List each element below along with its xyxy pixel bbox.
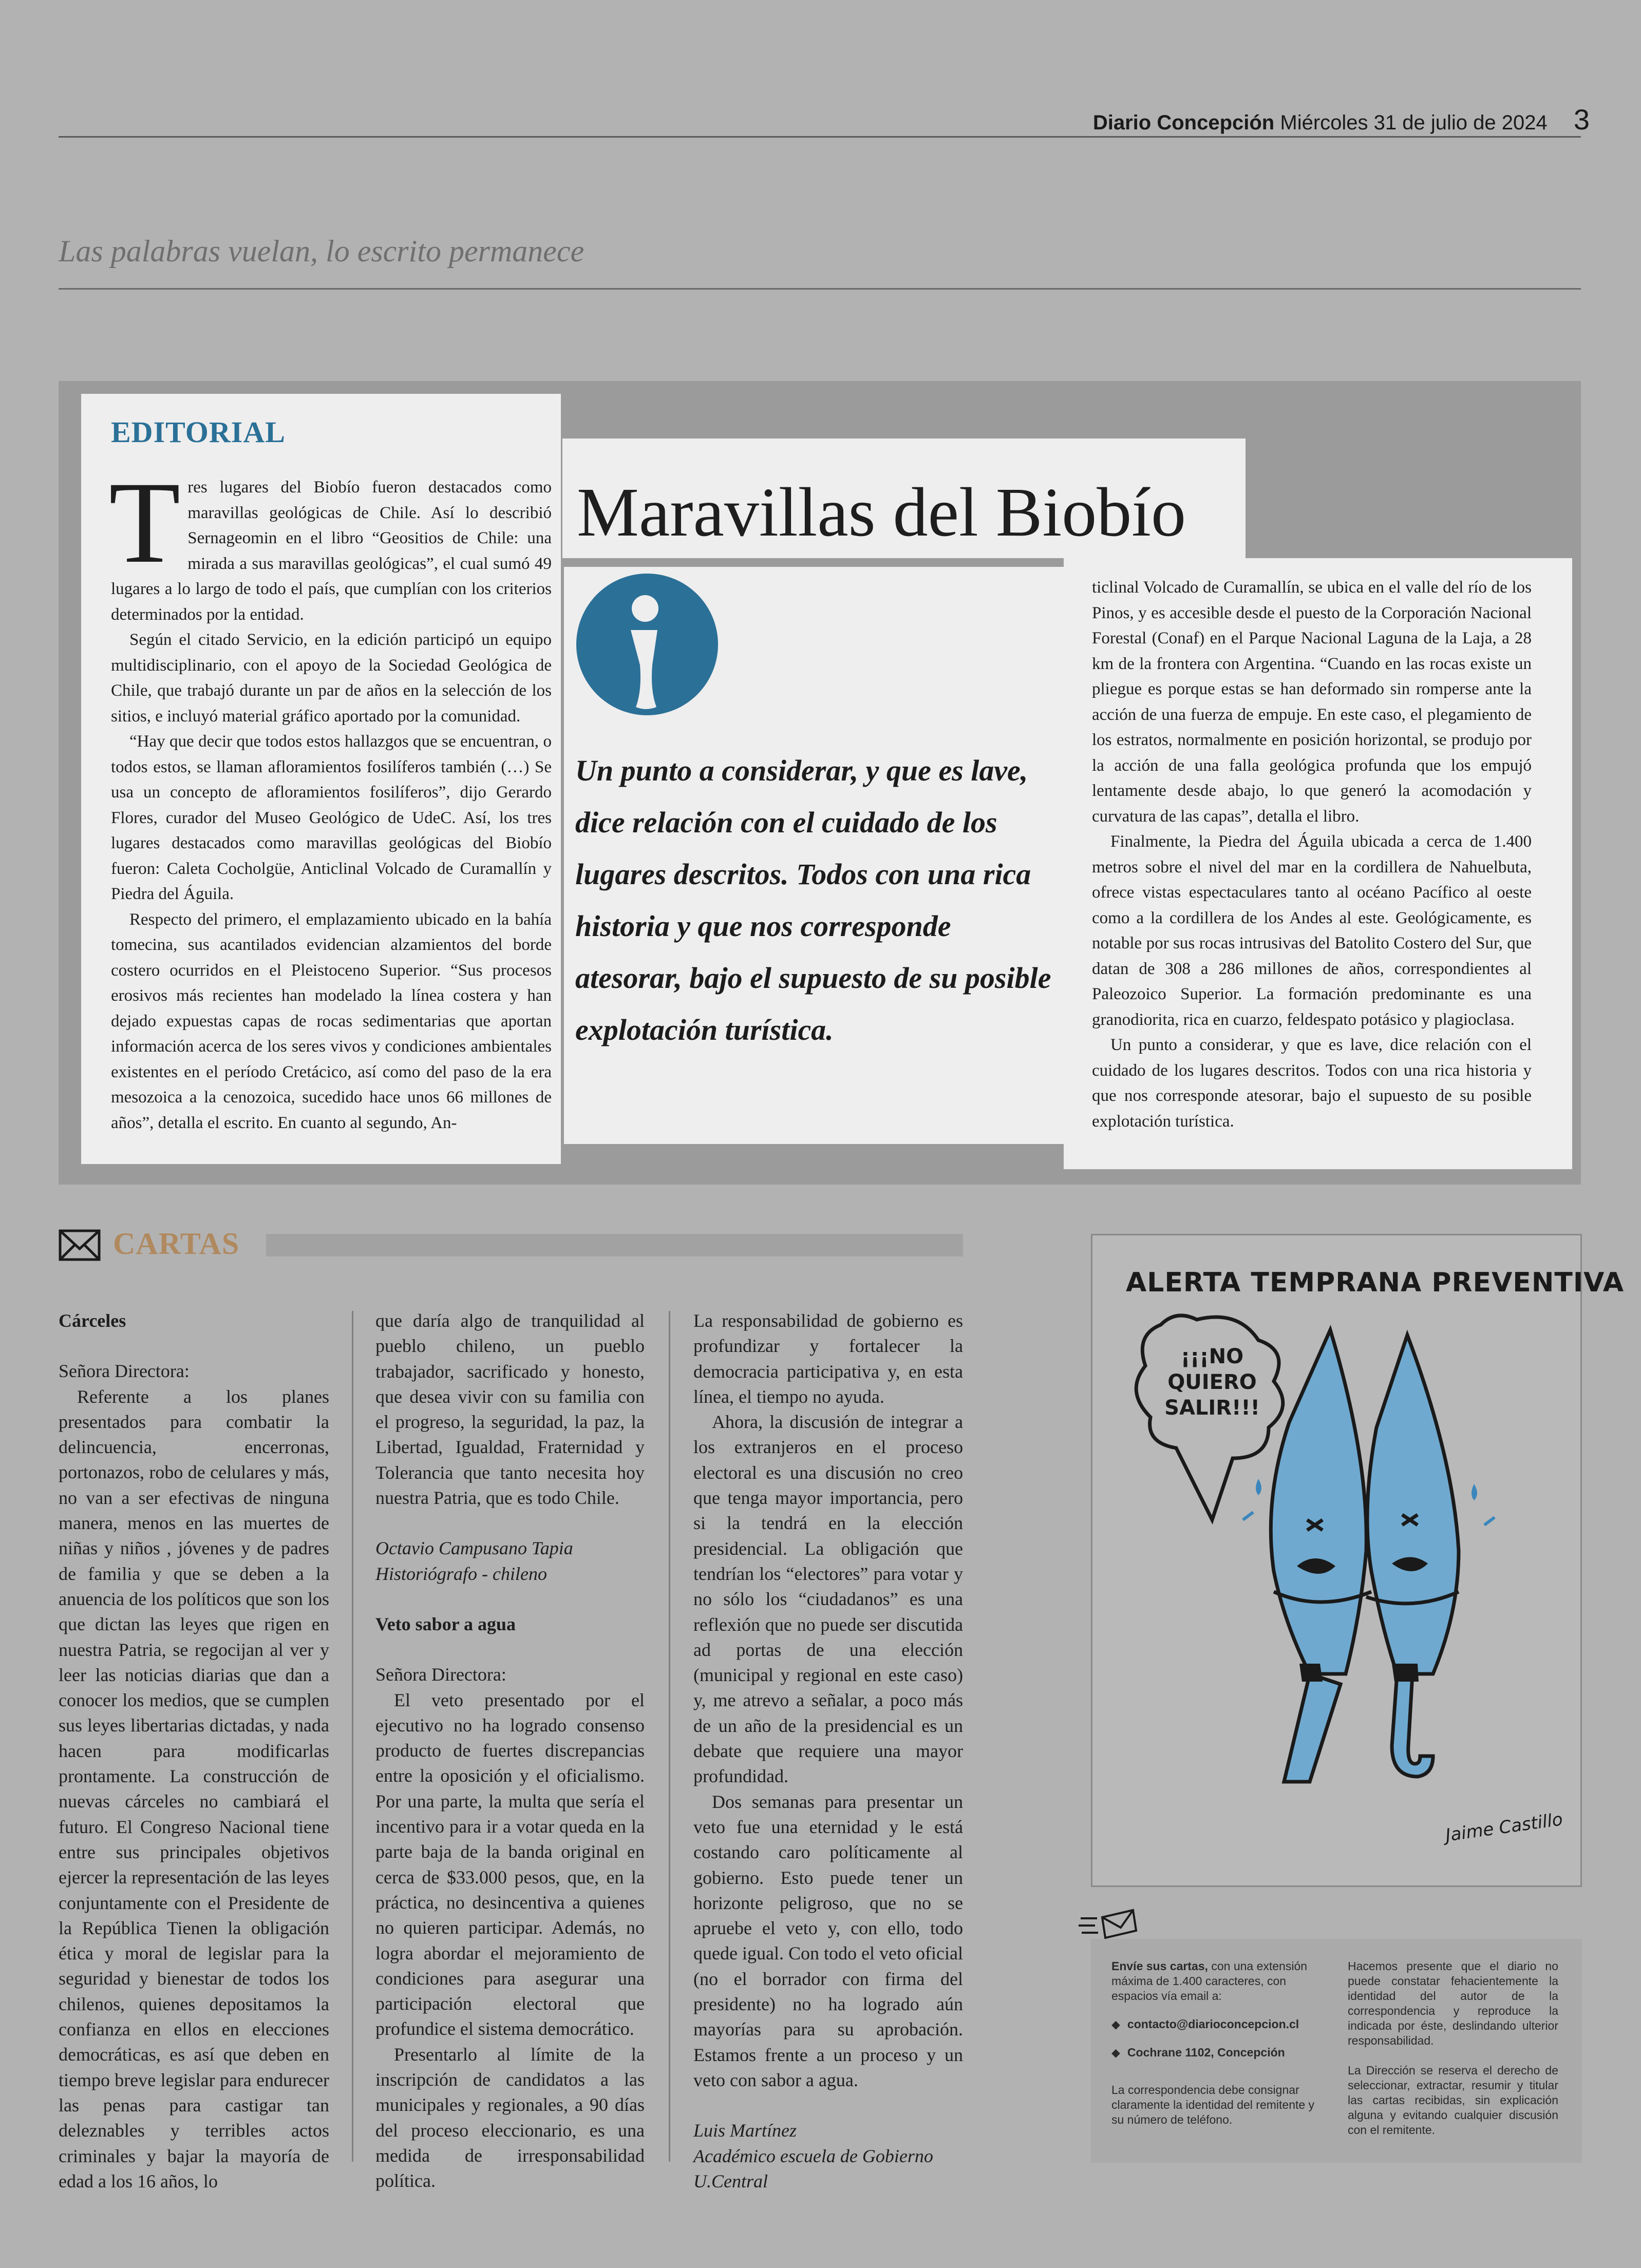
editorial-column-3 xyxy=(1092,575,1532,1134)
editorial-paragraph: ticlinal Volcado de Curamallín, se ubica en el valle del río de los Pinos, y es accesible desde el puesto de la Corporación Nacional Forestal (Conaf) en el Parque Nacional Laguna de la Laja, a 28 km de la frontera con Argentina. “Cuando en las rocas existe un pliegue es porque estas se han deformado sin romperse ante la acción de una fuerza de empuje. En este caso, el plegamiento de los estratos, normalmente en posición horizontal, se produjo por la acción de una falla geológica profunda que los empujó lentamente desde abajo, lo que generó la acomodación y curvatura de las capas”, detalla el libro. xyxy=(1092,578,1532,826)
letter-salutation: Señora Directora: xyxy=(59,1361,190,1382)
cartoon-title: ALERTA TEMPRANA PREVENTIVA xyxy=(1126,1267,1625,1298)
speech-line: ¡¡¡NO xyxy=(1180,1345,1244,1368)
cartoonist-signature: Jaime Castillo xyxy=(1444,1809,1564,1846)
issue-date: Miércoles 31 de julio de 2024 xyxy=(1280,111,1548,134)
letter-column-2 xyxy=(375,1308,645,2194)
umbrella-right xyxy=(1367,1335,1459,1674)
section-tagline: Las palabras vuelan, lo escrito permanece xyxy=(59,234,584,268)
column-separator xyxy=(669,1311,670,2162)
letter-paragraph: Dos semanas para presentar un veto fue una eternidad y le está costando caro políticamente al gobierno. Esto puede tener un horizonte peligroso, que no se apruebe el veto y, con ello, todo quede igual. Con todo el veto oficial (no el borrador con firma del presidente) no ha logrado aún mayorías para su aprobación. Estamos frente a un proceso y un veto con sabor a agua. xyxy=(693,1791,963,2090)
cartas-bar xyxy=(266,1234,963,1256)
umbrella-left xyxy=(1271,1330,1366,1674)
envelope-icon xyxy=(59,1229,101,1261)
editorial-paragraph: Finalmente, la Piedra del Águila ubicada a cerca de 1.400 metros sobre el nivel del mar en la cordillera de Nahuelbuta, ofrece vistas espectaculares tanto al océano Pacífico al oeste como a la cordillera de los Andes al este. Geológicamente, es notable por sus rocas intrusivas del Batolito Costero del Sur, que datan de 308 a 286 millones de años, correspondientes al Paleozoico Superior. La formación predominante es una granodiorita, rica en cuarzo, feldespato potásico y plagioclasa. xyxy=(1092,832,1532,1029)
letter-column-3 xyxy=(693,1308,963,2194)
send-mail-icon xyxy=(1077,1907,1138,1943)
contact-email[interactable]: ◆ contacto@diarioconcepcion.cl xyxy=(1111,2017,1329,2032)
letter-author: Luis Martínez xyxy=(693,2120,797,2141)
column-separator xyxy=(352,1311,353,2162)
editorial-paragraph: Tres lugares del Biobío fueron destacados como maravillas geológicas de Chile. Así lo describió Sernageomin en el libro “Geositios de Chile: una mirada a sus maravillas geológicas”, el cual sumó 49 lugares a lo largo de todo el país, que cumplían con los criterios determinados por la entidad. xyxy=(109,458,552,624)
submission-instructions: Envíe sus cartas, con una extensión máxima de 1.400 caracteres, con espacios vía email a: xyxy=(1111,1959,1308,2003)
letters-disclaimer xyxy=(1348,1959,1558,2138)
letter-paragraph: El veto presentado por el ejecutivo no ha logrado consenso producto de fuertes discrepancias entre la oposición y el oficialismo. Por una parte, la multa que sería el incentivo para ir a votar queda en la parte baja de la banda original en cerca de $33.000 pesos, que, en la práctica, no desincentiva a quienes no quieren participar. Además, no logra abordar el mejoramiento de condiciones para asegurar una participación electoral que profundice el sistema democrático. xyxy=(375,1689,645,2040)
letter-author-title: Historiógrafo - chileno xyxy=(375,1563,547,1584)
submission-note: La correspondencia debe consignar claramente la identidad del remitente y su número de teléfono. xyxy=(1111,2083,1315,2126)
cartoon-umbrellas-illustration xyxy=(1104,1304,1567,1879)
tagline-rule xyxy=(59,288,1581,290)
letter-paragraph: Presentarlo al límite de la inscripción de candidatos a las municipales y regionales, a 90 días del proceso eleccionario, es una medida de irresponsabilidad política. xyxy=(375,2044,645,2191)
page-number: 3 xyxy=(1573,103,1590,136)
editorial-paragraph: Respecto del primero, el emplazamiento ubicado en la bahía tomecina, sus acantilados evidencian alzamientos del borde costero ocurridos en el Pleistoceno Superior. “Sus procesos erosivos más recientes han modelado la línea costera y han dejado expuestas capas de rocas sedimentarias que aportan información acerca de los seres vivos y condiciones ambientales existentes en el período Cretácico, así como del paso de la era mesozoica a la cenozoica, sucedido hace unos 66 millones de años”, detalla el escrito. En cuanto al segundo, An- xyxy=(111,910,552,1132)
header-rule xyxy=(59,136,1581,138)
letter-paragraph: Referente a los planes presentados para combatir la delincuencia, encerronas, portonazos, robo de celulares y más, no van a ser efectivas de ninguna manera, menos en las muertes de niñas y niños , jóvenes y de padres de familia y que se deben a la anuencia de los políticos que son los que dictan las leyes que rigen en nuestra Patria, se regocijan al ver y leer las noticias diarias que dan a conocer los medios, que se cumplen sus leyes libertarias dictadas, y nada hacen para modificarlas prontamente. La construcción de nuevas cárceles no cambiará el futuro. El Congreso Nacional tiene entre sus principales objetivos ejercer la representación de las leyes conjuntamente con el Presidente de la República Tienen la obligación ética y moral de legislar para la seguridad y bienestar de todos los chilenos, quienes depositamos la confianza en ellos en elecciones democráticas, es así que deben en tiempo breve legislar para endurecer las penas para castigar tan deleznables y terribles actos criminales y bajar la mayoría de edad a los 16 años, lo xyxy=(59,1386,329,2191)
letters-submission-info xyxy=(1111,1959,1329,2127)
editorial-paragraph: Según el citado Servicio, en la edición participó un equipo multidisciplinario, con el apoyo de la Sociedad Geológica de Chile, que trabajó durante un par de años en la selección de los sitios, e incluyó material gráfico aportado por la comunidad. xyxy=(111,631,552,726)
letter-paragraph: que daría algo de tranquilidad al pueblo chileno, un pueblo trabajador, sacrificado y honesto, que desea vivir con su familia con el progreso, la seguridad, la paz, la Libertad, Igualdad, Fraternidad y Tolerancia que tanto necesita hoy nuestra Patria, que es todo Chile. xyxy=(375,1310,645,1509)
disclaimer-paragraph: La Dirección se reserva el derecho de seleccionar, extractar, resumir y titular las cartas recibidas, sin explicación alguna y evitando cualquier discusión con el remitente. xyxy=(1348,2064,1558,2137)
letter-title: Veto sabor a agua xyxy=(375,1613,516,1634)
drop-cap: T xyxy=(109,458,181,587)
letter-author-title: Académico escuela de Gobierno xyxy=(693,2145,933,2166)
info-icon xyxy=(575,573,719,716)
letter-author-org: U.Central xyxy=(693,2170,768,2191)
cartas-label: CARTAS xyxy=(113,1227,240,1261)
editorial-paragraph: “Hay que decir que todos estos hallazgos que se encuentran, o todos estos, se llaman afloramientos fosilíferos también (…) Se usa un concepto de afloramientos fosilíferos”, dijo Gerardo Flores, curador del Museo Geológico de UdeC. Así, los tres lugares destacados como maravillas geológicas del Biobío fueron: Caleta Cocholgüe, Anticlinal Volcado de Curamallín y Piedra del Águila. xyxy=(111,732,552,903)
publication-name: Diario Concepción xyxy=(1092,111,1275,134)
speech-line: QUIERO xyxy=(1167,1370,1257,1394)
page-header xyxy=(1093,103,1590,136)
letter-paragraph: La responsabilidad de gobierno es profundizar y fortalecer la democracia participativa y, en esta línea, el tiempo no ayuda. xyxy=(693,1310,963,1407)
letter-paragraph: Ahora, la discusión de integrar a los extranjeros en el proceso electoral es una discusión no creo que tenga mayor importancia, pero si la tendrá en la elección presidencial. La obligación que tendrían los “electores” para votar y no sólo los “ciudadanos” es una reflexión que no puede ser discutida ad portas de una elección (municipal y regional en este caso) y, me atrevo a señalar, a poco más de un año de la presidencial es un debate que requiere una mayor profundidad. xyxy=(693,1412,963,1787)
speech-line: SALIR!!! xyxy=(1164,1396,1260,1420)
letter-author: Octavio Campusano Tapia xyxy=(375,1538,573,1559)
editorial-headline: Maravillas del Biobío xyxy=(577,474,1186,551)
letter-column-1 xyxy=(59,1308,329,2194)
editorial-column-1 xyxy=(109,458,552,1136)
editorial-label: EDITORIAL xyxy=(111,415,286,449)
letter-salutation: Señora Directora: xyxy=(375,1664,506,1685)
editorial-paragraph: Un punto a considerar, y que es lave, dice relación con el cuidado de los lugares descritos. Todos con una rica historia y que nos corresponde atesorar, bajo el supuesto de su posible explotación turística. xyxy=(1092,1036,1532,1131)
disclaimer-paragraph: Hacemos presente que el diario no puede constatar fehacientemente la identidad del autor de la correspondencia y reproduce la indicada por éste, deslindando ulterior responsabilidad. xyxy=(1348,1959,1558,2047)
letter-title: Cárceles xyxy=(59,1310,126,1331)
contact-address: ◆ Cochrane 1102, Concepción xyxy=(1111,2045,1329,2060)
pull-quote: Un punto a considerar, y que es lave, dice relación con el cuidado de los lugares descritos. Todos con una rica historia y que nos corresponde atesorar, bajo el supuesto de su posible explotación turística. xyxy=(575,754,1051,1046)
